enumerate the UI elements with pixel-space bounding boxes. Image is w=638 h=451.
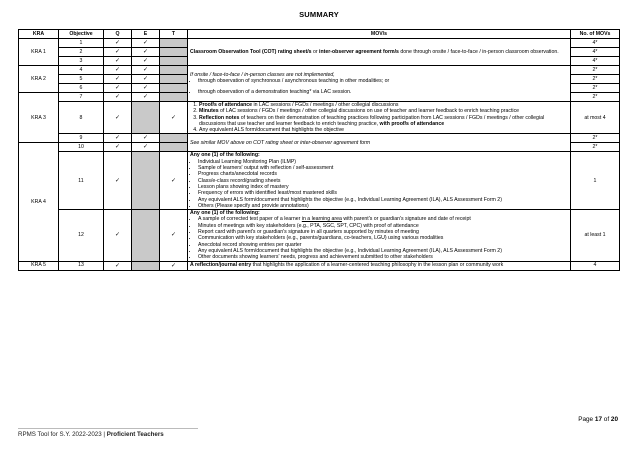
- check-icon: ✓: [104, 39, 132, 48]
- list-item: • Progress charts/anecdotal records: [198, 171, 568, 177]
- mov-cell: [188, 102, 571, 134]
- mov-count: 2*: [571, 84, 620, 93]
- kra-label: KRA 5: [19, 261, 59, 270]
- mov-cell: [188, 210, 571, 261]
- mov-list: [190, 78, 568, 95]
- table-row: [19, 210, 620, 261]
- objective-number: 10: [59, 143, 104, 152]
- footer-level: Proficient Teachers: [106, 431, 164, 438]
- header-no-movs: No. of MOVs: [571, 30, 620, 39]
- header-kra: KRA: [19, 30, 59, 39]
- check-icon: ✓: [104, 75, 132, 84]
- objective-number: 3: [59, 57, 104, 66]
- mov-count: 4*: [571, 48, 620, 57]
- mov-count: 2*: [571, 93, 620, 102]
- shaded-cell: [160, 134, 188, 143]
- objective-number: 5: [59, 75, 104, 84]
- page-current: 17: [594, 416, 602, 423]
- mov-cell: See similar MOV above on COT rating sheet or inter-observer agreement form: [188, 134, 571, 152]
- list-item: • Report card with parent's or guardian's signature in all quarters supported by minutes of meeting: [198, 229, 568, 235]
- mov-count: 1: [571, 152, 620, 210]
- list-item: • Sample of learners' output with reflection / self-assessment: [198, 165, 568, 171]
- mov-heading: Any one (1) of the following:: [190, 152, 260, 159]
- objective-number: 8: [59, 102, 104, 134]
- mov-cell: [188, 261, 571, 270]
- mov-count: at least 1: [571, 210, 620, 261]
- mov-count: 2*: [571, 134, 620, 143]
- mov-text: Proof/s of attendance: [199, 102, 253, 108]
- table-row: [19, 102, 620, 134]
- check-icon: ✓: [160, 210, 188, 261]
- shaded-cell: [160, 66, 188, 75]
- objective-number: 9: [59, 134, 104, 143]
- check-icon: ✓: [160, 102, 188, 134]
- table-row: [19, 66, 620, 75]
- shaded-cell: [160, 143, 188, 152]
- mov-text: Minutes: [199, 108, 219, 115]
- mov-list: [190, 102, 568, 133]
- mov-text: A reflection/journal entry: [190, 262, 252, 269]
- list-item: [199, 115, 568, 128]
- mov-text: that highlights the application of a learner-centered teaching philosophy in the lesson plan or community work: [251, 262, 504, 269]
- mov-count: 4*: [571, 57, 620, 66]
- mov-text: of LAC sessions / FGDs / meetings / other collegial discussions on use of teacher and learner feedback to enrich teaching practice: [218, 108, 520, 115]
- check-icon: ✓: [132, 48, 160, 57]
- check-icon: ✓: [104, 93, 132, 102]
- check-icon: ✓: [104, 66, 132, 75]
- objective-number: 2: [59, 48, 104, 57]
- check-icon: ✓: [160, 261, 188, 270]
- mov-count: 4: [571, 261, 620, 270]
- kra-label: KRA 1: [19, 39, 59, 66]
- header-e: E: [132, 30, 160, 39]
- mov-count: 4*: [571, 39, 620, 48]
- check-icon: ✓: [104, 102, 132, 134]
- objective-number: 6: [59, 84, 104, 93]
- check-icon: ✓: [132, 75, 160, 84]
- kra-label: KRA 2: [19, 66, 59, 93]
- summary-table: [18, 29, 620, 271]
- page-prefix: Page: [578, 416, 595, 423]
- objective-number: 11: [59, 152, 104, 210]
- list-item: • Lesson plans showing index of mastery: [198, 184, 568, 190]
- shaded-cell: [132, 261, 160, 270]
- mov-count: 2*: [571, 75, 620, 84]
- check-icon: ✓: [104, 143, 132, 152]
- page-number: [578, 416, 618, 423]
- page-title: SUMMARY: [299, 10, 339, 19]
- shaded-cell: [160, 84, 188, 93]
- shaded-cell: [160, 39, 188, 48]
- check-icon: ✓: [132, 134, 160, 143]
- check-icon: ✓: [104, 134, 132, 143]
- objective-number: 1: [59, 39, 104, 48]
- mov-text: or: [311, 48, 320, 55]
- objective-number: 12: [59, 210, 104, 261]
- shaded-cell: [160, 48, 188, 57]
- list-item: • Communication with key stakeholders (e.g., parents/guardians, co-teachers, LGU) using various modalities: [198, 235, 568, 241]
- list-item: • Any equivalent ALS form/document that highlights the objective (e.g., Individual Learning Agreement (ILA), ALS Assessment Form 2): [198, 197, 568, 203]
- table-row: [19, 39, 620, 48]
- mov-cell: [188, 39, 571, 66]
- mov-text: Reflection notes: [199, 114, 240, 121]
- table-row: [19, 152, 620, 210]
- check-icon: ✓: [104, 152, 132, 210]
- list-item: • Individual Learning Monitoring Plan (ILMP): [198, 159, 568, 165]
- mov-count: 2*: [571, 66, 620, 75]
- check-icon: ✓: [132, 84, 160, 93]
- mov-text: Classroom Observation Tool (COT) rating sheet/s: [190, 48, 312, 55]
- check-icon: ✓: [132, 93, 160, 102]
- shaded-cell: [132, 152, 160, 210]
- list-item: • Other documents showing learners' needs, progress and achievement submitted to other stakeholders: [198, 254, 568, 260]
- list-item: • Minutes of meetings with key stakeholders (e.g., PTA, SGC, SPT, CPC) with proof of attendance: [198, 223, 568, 229]
- mov-text: A sample of corrected test paper of a learner: [198, 216, 302, 223]
- mov-list: [190, 216, 568, 260]
- mov-text: in LAC sessions / FGDs / meetings / other collegial discussions: [252, 102, 399, 108]
- shaded-cell: [160, 75, 188, 84]
- page-total: 20: [610, 416, 618, 423]
- mov-count: 2*: [571, 143, 620, 152]
- header-t: T: [160, 30, 188, 39]
- check-icon: ✓: [104, 84, 132, 93]
- kra-label: KRA 4: [19, 143, 59, 261]
- check-icon: ✓: [104, 48, 132, 57]
- check-icon: ✓: [132, 39, 160, 48]
- shaded-cell: [160, 57, 188, 66]
- shaded-cell: [160, 93, 188, 102]
- header-movs: MOV/s: [188, 30, 571, 39]
- list-item: • Any equivalent ALS form/document that highlights the objective (e.g., Individual Learning Agreement (ILA), ALS Assessment Form 2): [198, 248, 568, 254]
- objective-number: 13: [59, 261, 104, 270]
- header-row: [19, 30, 620, 39]
- mov-text: If onsite / face-to-face / in-person classes are not implemented,: [190, 72, 335, 79]
- check-icon: ✓: [104, 210, 132, 261]
- shaded-cell: [132, 210, 160, 261]
- check-icon: ✓: [104, 261, 132, 270]
- mov-text: with parent's or guardian's signature and date of receipt: [341, 216, 471, 223]
- mov-count: at most 4: [571, 102, 620, 134]
- mov-heading: Any one (1) of the following:: [190, 210, 260, 217]
- check-icon: ✓: [104, 57, 132, 66]
- mov-text: inter-observer agreement form/s: [319, 48, 399, 55]
- footer-tool: RPMS Tool for S.Y. 2022-2023 |: [18, 431, 107, 438]
- list-item: • Frequency of errors with identified least/most mastered skills: [198, 190, 568, 196]
- table-row: [19, 261, 620, 270]
- mov-cell: [188, 66, 571, 102]
- mov-text: of teachers on their demonstration of teaching practices following participation from LAC sessions / FGDs / meetings / other collegial discussions that use teacher and learner feedback to enrich teaching practice,: [199, 114, 545, 127]
- list-item: • through observation of synchronous / asynchronous teaching in other modalities; or: [198, 78, 568, 84]
- mov-cell: [188, 152, 571, 210]
- list-item: • Others (Please specify and provide annotations): [198, 203, 568, 209]
- list-item: • Class/e-class record/grading sheets: [198, 178, 568, 184]
- objective-number: 4: [59, 66, 104, 75]
- list-item: 4. Any equivalent ALS form/document that highlights the objective: [199, 127, 568, 133]
- shaded-cell: [132, 102, 160, 134]
- mov-text: with proof/s of attendance: [379, 120, 445, 127]
- page-of: of: [602, 416, 611, 423]
- mov-text: done through onsite / face-to-face / in-person classroom observation.: [398, 48, 559, 55]
- footer: [18, 428, 198, 443]
- check-icon: ✓: [160, 152, 188, 210]
- kra-label: KRA 3: [19, 93, 59, 143]
- header-objective: Objective: [59, 30, 104, 39]
- check-icon: ✓: [132, 66, 160, 75]
- list-item: • through observation of a demonstration teaching* via LAC session.: [198, 89, 568, 95]
- check-icon: ✓: [132, 143, 160, 152]
- objective-number: 7: [59, 93, 104, 102]
- header-q: Q: [104, 30, 132, 39]
- table-row: [19, 134, 620, 143]
- mov-list: [190, 159, 568, 209]
- list-item: • Anecdotal record showing entries per quarter: [198, 242, 568, 248]
- check-icon: ✓: [132, 57, 160, 66]
- mov-text: in a learning area: [301, 216, 342, 223]
